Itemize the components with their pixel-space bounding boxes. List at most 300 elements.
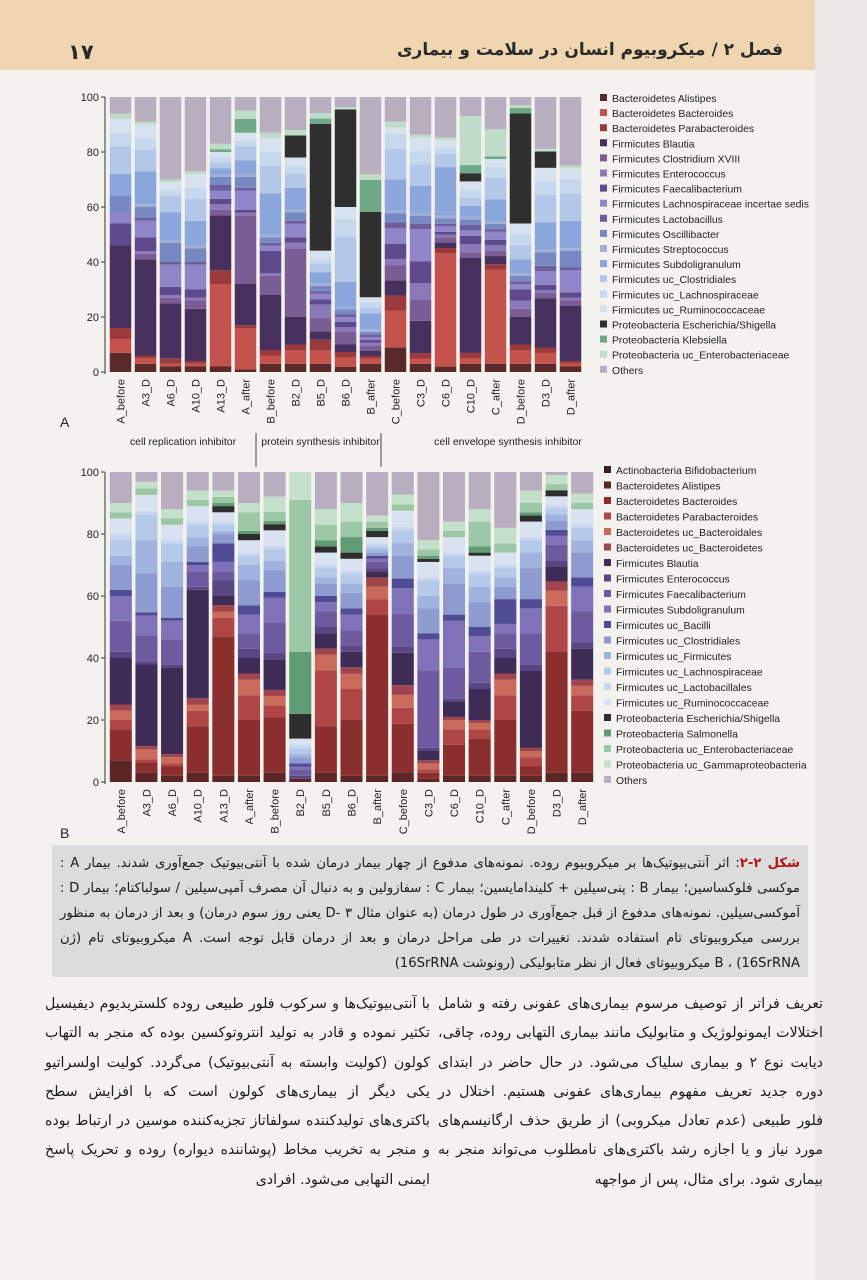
bar-segment [187, 698, 209, 704]
bar-segment [435, 243, 457, 248]
bar-segment [110, 652, 132, 658]
bar-segment [417, 639, 439, 670]
bar-segment [264, 472, 286, 497]
bar-segment [264, 696, 286, 705]
bar-segment [366, 515, 388, 521]
y-tick-label: 40 [86, 257, 99, 269]
bar-segment [485, 97, 507, 129]
bar-segment [485, 156, 507, 159]
bar-segment [110, 174, 132, 196]
bar-segment [560, 251, 582, 268]
bar-segment [571, 649, 593, 680]
bar-segment [417, 581, 439, 597]
bar-segment [289, 500, 311, 652]
y-tick-label: 40 [86, 653, 99, 665]
bar-segment [560, 97, 582, 166]
bar-segment [340, 574, 362, 583]
bar-segment [110, 705, 132, 711]
bar-segment [485, 178, 507, 200]
bar-segment [260, 237, 282, 243]
bar-segment [510, 235, 532, 246]
bar-segment [264, 521, 286, 524]
bar-segment [571, 503, 593, 509]
legend-label: Firmicutes uc_Bacilli [616, 621, 711, 632]
bar-segment [285, 364, 307, 372]
bar-segment [285, 237, 307, 243]
bar-segment [160, 240, 182, 243]
bar-segment [238, 512, 260, 531]
bar-segment [110, 246, 132, 329]
bar-segment [494, 776, 516, 782]
bar-segment [360, 212, 382, 297]
bar-segment [366, 537, 388, 543]
bar-segment [520, 670, 542, 748]
bar-segment [260, 276, 282, 295]
bar-segment [160, 265, 182, 287]
x-tick-label: A10_D [192, 789, 205, 823]
bar-segment [494, 568, 516, 577]
bar-segment [289, 779, 311, 782]
bar-segment [310, 286, 332, 291]
bar-segment [315, 612, 337, 628]
legend-swatch [600, 170, 607, 177]
bar-segment [392, 511, 414, 527]
bar-segment [520, 748, 542, 751]
bar-segment [385, 280, 407, 295]
bar-segment [135, 541, 157, 574]
legend-swatch [600, 290, 607, 297]
bar-segment [185, 309, 207, 361]
legend-swatch [604, 730, 611, 737]
bar-segment [469, 689, 491, 720]
x-tick-label: A13_D [215, 379, 228, 413]
bar-segment [187, 525, 209, 537]
bar-segment [110, 729, 132, 760]
bar-segment [187, 500, 209, 506]
bar-segment [485, 256, 507, 264]
bar-segment [161, 776, 183, 782]
bar-segment [392, 685, 414, 695]
bar-segment [469, 627, 491, 636]
bar-segment [340, 584, 362, 593]
bar-segment [535, 353, 557, 364]
bar-segment [360, 359, 382, 364]
bar-segment [571, 472, 593, 494]
bar-segment [494, 528, 516, 544]
bar-segment [535, 168, 557, 182]
bar-segment [310, 259, 332, 264]
x-tick-label: A_before [115, 789, 128, 834]
bar-segment [135, 665, 157, 747]
bar-segment [187, 705, 209, 711]
bar-segment [520, 664, 542, 670]
bar-segment [417, 770, 439, 773]
bar-segment [135, 221, 157, 238]
bar-segment [469, 636, 491, 652]
bar-segment [366, 543, 388, 546]
bar-segment [546, 505, 568, 508]
bar-segment [546, 536, 568, 545]
bar-segment [385, 265, 407, 280]
bar-segment [135, 259, 157, 355]
bar-segment [360, 356, 382, 359]
legend-label: Actinobacteria Bifidobacterium [616, 466, 757, 477]
bar-segment [210, 169, 232, 175]
legend-swatch [604, 497, 611, 504]
bar-segment [494, 674, 516, 680]
bar-segment [212, 618, 234, 637]
bar-segment [260, 251, 282, 273]
bar-segment [285, 224, 307, 238]
bar-segment [185, 199, 207, 221]
bar-segment [185, 188, 207, 199]
bar-segment [315, 773, 337, 782]
bar-segment [135, 635, 157, 661]
bar-segment [210, 174, 232, 177]
bar-segment [187, 726, 209, 773]
bar-segment [264, 773, 286, 782]
bar-segment [160, 298, 182, 304]
bar-segment [187, 562, 209, 565]
bar-segment [520, 608, 542, 633]
bar-segment [469, 723, 491, 729]
bar-segment [285, 350, 307, 364]
legend-swatch [604, 699, 611, 706]
bar-segment [285, 210, 307, 213]
bar-segment [135, 358, 157, 364]
bar-segment [340, 503, 362, 522]
bar-segment [110, 540, 132, 556]
bar-segment [135, 495, 157, 511]
legend-label: Firmicutes uc_Ruminococcaceae [616, 698, 770, 710]
x-tick-label: A13_D [218, 789, 231, 823]
bar-segment [310, 340, 332, 351]
legend-swatch [604, 559, 611, 566]
bar-segment [260, 273, 282, 276]
bar-segment [360, 345, 382, 350]
bar-segment [210, 97, 232, 144]
bar-segment [560, 221, 582, 249]
legend-label: Firmicutes Enterococcus [616, 574, 730, 586]
bar-segment [340, 553, 362, 559]
x-tick-label: B_before [269, 789, 282, 834]
bar-segment [335, 110, 357, 208]
bar-segment [410, 321, 432, 353]
bar-segment [161, 639, 183, 664]
bar-segment [340, 472, 362, 503]
bar-segment [340, 593, 362, 609]
bar-segment [135, 171, 157, 204]
bar-segment [366, 546, 388, 549]
bar-segment [110, 147, 132, 175]
bar-segment [238, 615, 260, 634]
bar-segment [335, 357, 357, 367]
bar-segment [135, 746, 157, 749]
bar-segment [360, 180, 382, 212]
bar-segment [289, 767, 311, 770]
bar-segment [185, 301, 207, 309]
bar-segment [510, 246, 532, 260]
bar-segment [161, 667, 183, 754]
bar-segment [187, 472, 209, 491]
bar-segment [410, 299, 432, 321]
bar-segment [385, 128, 407, 134]
bar-segment [494, 658, 516, 674]
bar-segment [210, 210, 232, 216]
legend-label: Firmicutes uc_Lachnospiraceae [612, 290, 759, 302]
bar-segment [510, 276, 532, 282]
bar-segment [510, 309, 532, 317]
bar-segment [285, 243, 307, 249]
bar-segment [110, 224, 132, 246]
bar-segment [160, 367, 182, 373]
bar-segment [235, 160, 257, 174]
bar-segment [417, 763, 439, 769]
bar-segment [546, 606, 568, 652]
bar-segment [238, 565, 260, 581]
x-tick-label: C_before [390, 379, 403, 425]
legend-label: Firmicutes Lachnospiraceae incertae sedis [612, 199, 809, 211]
bar-segment [510, 259, 532, 273]
bar-segment [289, 739, 311, 745]
bar-segment [385, 311, 407, 348]
bar-segment [315, 670, 337, 726]
bar-segment [335, 332, 357, 345]
bar-segment [135, 237, 157, 251]
legend-swatch [604, 714, 611, 721]
bar-segment [161, 618, 183, 621]
bar-segment [160, 262, 182, 265]
legend-swatch [604, 606, 611, 613]
y-tick-label: 0 [92, 777, 99, 789]
x-tick-label: D_before [525, 789, 538, 835]
bar-segment [264, 512, 286, 521]
bar-segment [417, 540, 439, 549]
bar-segment [187, 537, 209, 546]
bar-segment [417, 760, 439, 763]
legend-label: Bacteroidetes Bacteroides [616, 497, 738, 508]
bar-segment [366, 562, 388, 568]
bar-segment [385, 222, 407, 228]
bar-segment [110, 519, 132, 535]
bar-segment [161, 767, 183, 776]
bar-segment [435, 248, 457, 253]
bar-segment [535, 271, 557, 285]
bar-segment [310, 97, 332, 113]
bar-segment [235, 177, 257, 188]
bar-segment [185, 364, 207, 367]
bar-segment [546, 591, 568, 606]
bar-segment [392, 695, 414, 708]
bar-segment [485, 251, 507, 256]
x-tick-label: C_before [397, 789, 410, 835]
bar-segment [310, 318, 332, 331]
bar-segment [161, 540, 183, 543]
bar-segment [110, 196, 132, 213]
bar-segment [315, 540, 337, 546]
bar-segment [546, 521, 568, 530]
bar-segment [187, 546, 209, 562]
x-tick-label: B5_D [320, 789, 333, 817]
bar-segment [366, 550, 388, 553]
x-tick-label: B6_D [346, 789, 359, 817]
bar-segment [212, 776, 234, 782]
bar-segment [392, 614, 414, 646]
bar-segment [238, 633, 260, 649]
bar-segment [210, 204, 232, 210]
bar-segment [435, 367, 457, 372]
bar-segment [160, 213, 182, 241]
bar-segment [443, 522, 465, 531]
bar-segment [360, 340, 382, 343]
bar-segment [264, 546, 286, 549]
bar-segment [385, 296, 407, 311]
bar-segment [110, 503, 132, 512]
bar-segment [135, 488, 157, 495]
bar-segment [410, 224, 432, 229]
legend-swatch [600, 351, 607, 358]
bar-segment [560, 292, 582, 298]
bar-segment [212, 506, 234, 512]
bar-segment [571, 680, 593, 686]
bar-segment [285, 213, 307, 221]
bar-segment [185, 265, 207, 290]
legend-label: Firmicutes Blautia [612, 139, 695, 151]
bar-segment [535, 97, 557, 149]
bar-segment [443, 745, 465, 776]
bar-segment [469, 571, 491, 574]
bar-segment [510, 105, 532, 108]
bar-segment [571, 494, 593, 503]
bar-segment [443, 717, 465, 720]
bar-segment [160, 196, 182, 213]
bar-segment [366, 553, 388, 556]
bar-segment [410, 261, 432, 283]
bar-segment [260, 246, 282, 252]
bar-segment [443, 776, 465, 782]
bar-segment [535, 285, 557, 290]
legend-swatch [600, 139, 607, 146]
bar-segment [212, 636, 234, 776]
bar-segment [469, 776, 491, 782]
bar-segment [235, 210, 257, 213]
bar-segment [238, 556, 260, 565]
bar-segment [535, 348, 557, 353]
bar-segment [410, 283, 432, 299]
bar-segment [310, 264, 332, 272]
bar-segment [366, 472, 388, 515]
bar-segment [185, 174, 207, 188]
bar-segment [485, 221, 507, 224]
bar-segment [360, 97, 382, 174]
bar-segment [494, 720, 516, 776]
bar-segment [510, 284, 532, 290]
bar-segment [340, 667, 362, 673]
bar-segment [185, 361, 207, 364]
bar-segment [187, 773, 209, 782]
bar-segment [417, 596, 439, 608]
bar-segment [392, 530, 414, 543]
bar-segment [385, 213, 407, 222]
bar-segment [435, 235, 457, 238]
bar-segment [210, 270, 232, 284]
bar-segment [210, 177, 232, 185]
x-tick-label: A6_D [167, 789, 180, 817]
bar-segment [212, 605, 234, 611]
bar-segment [235, 147, 257, 161]
bar-segment [315, 546, 337, 552]
bar-segment [135, 218, 157, 221]
bar-segment [435, 237, 457, 242]
bar-segment [285, 158, 307, 166]
bar-segment [260, 364, 282, 372]
bar-segment [443, 472, 465, 522]
bar-segment [212, 543, 234, 562]
bar-segment [469, 720, 491, 723]
bar-segment [560, 169, 582, 180]
bar-segment [135, 511, 157, 514]
bar-segment [285, 174, 307, 188]
legend-label: Firmicutes Faecalibacterium [612, 184, 742, 196]
bar-segment [385, 244, 407, 259]
bar-segment [264, 530, 286, 545]
bar-segment [264, 659, 286, 690]
bar-segment [485, 364, 507, 372]
bar-segment [340, 522, 362, 538]
bar-segment [110, 760, 132, 782]
figure-2-2 [0, 70, 815, 915]
bar-segment [469, 683, 491, 689]
bar-segment [185, 298, 207, 301]
bar-segment [392, 556, 414, 579]
bar-segment [212, 571, 234, 580]
bar-segment [340, 559, 362, 571]
bar-segment [335, 107, 357, 110]
legend-swatch [604, 637, 611, 644]
bar-segment [212, 562, 234, 571]
bar-segment [185, 248, 207, 262]
bar-segment [560, 193, 582, 221]
legend-label: Firmicutes Faecalibacterium [616, 590, 746, 601]
bar-segment [110, 590, 132, 596]
bar-segment [385, 97, 407, 121]
bar-segment [135, 772, 157, 782]
bar-segment [443, 531, 465, 537]
y-tick-label: 60 [86, 202, 99, 214]
bar-segment [546, 545, 568, 560]
bar-segment [110, 556, 132, 565]
bar-segment [417, 608, 439, 633]
bar-segment [238, 534, 260, 540]
bar-segment [485, 270, 507, 364]
bar-segment [366, 571, 388, 577]
bar-segment [135, 356, 157, 359]
bar-segment [335, 322, 357, 327]
bar-segment [417, 472, 439, 540]
bar-segment [135, 472, 157, 482]
bar-segment [385, 210, 407, 213]
bar-segment [410, 164, 432, 186]
x-tick-label: D_after [565, 379, 578, 416]
legend-label: Bacteroidetes Parabacteroides [612, 124, 755, 136]
bar-segment [260, 295, 282, 350]
bar-segment [410, 97, 432, 135]
bar-segment [340, 571, 362, 574]
y-tick-label: 0 [92, 367, 99, 379]
bar-segment [410, 186, 432, 213]
bar-segment [435, 226, 457, 231]
bar-segment [360, 364, 382, 372]
